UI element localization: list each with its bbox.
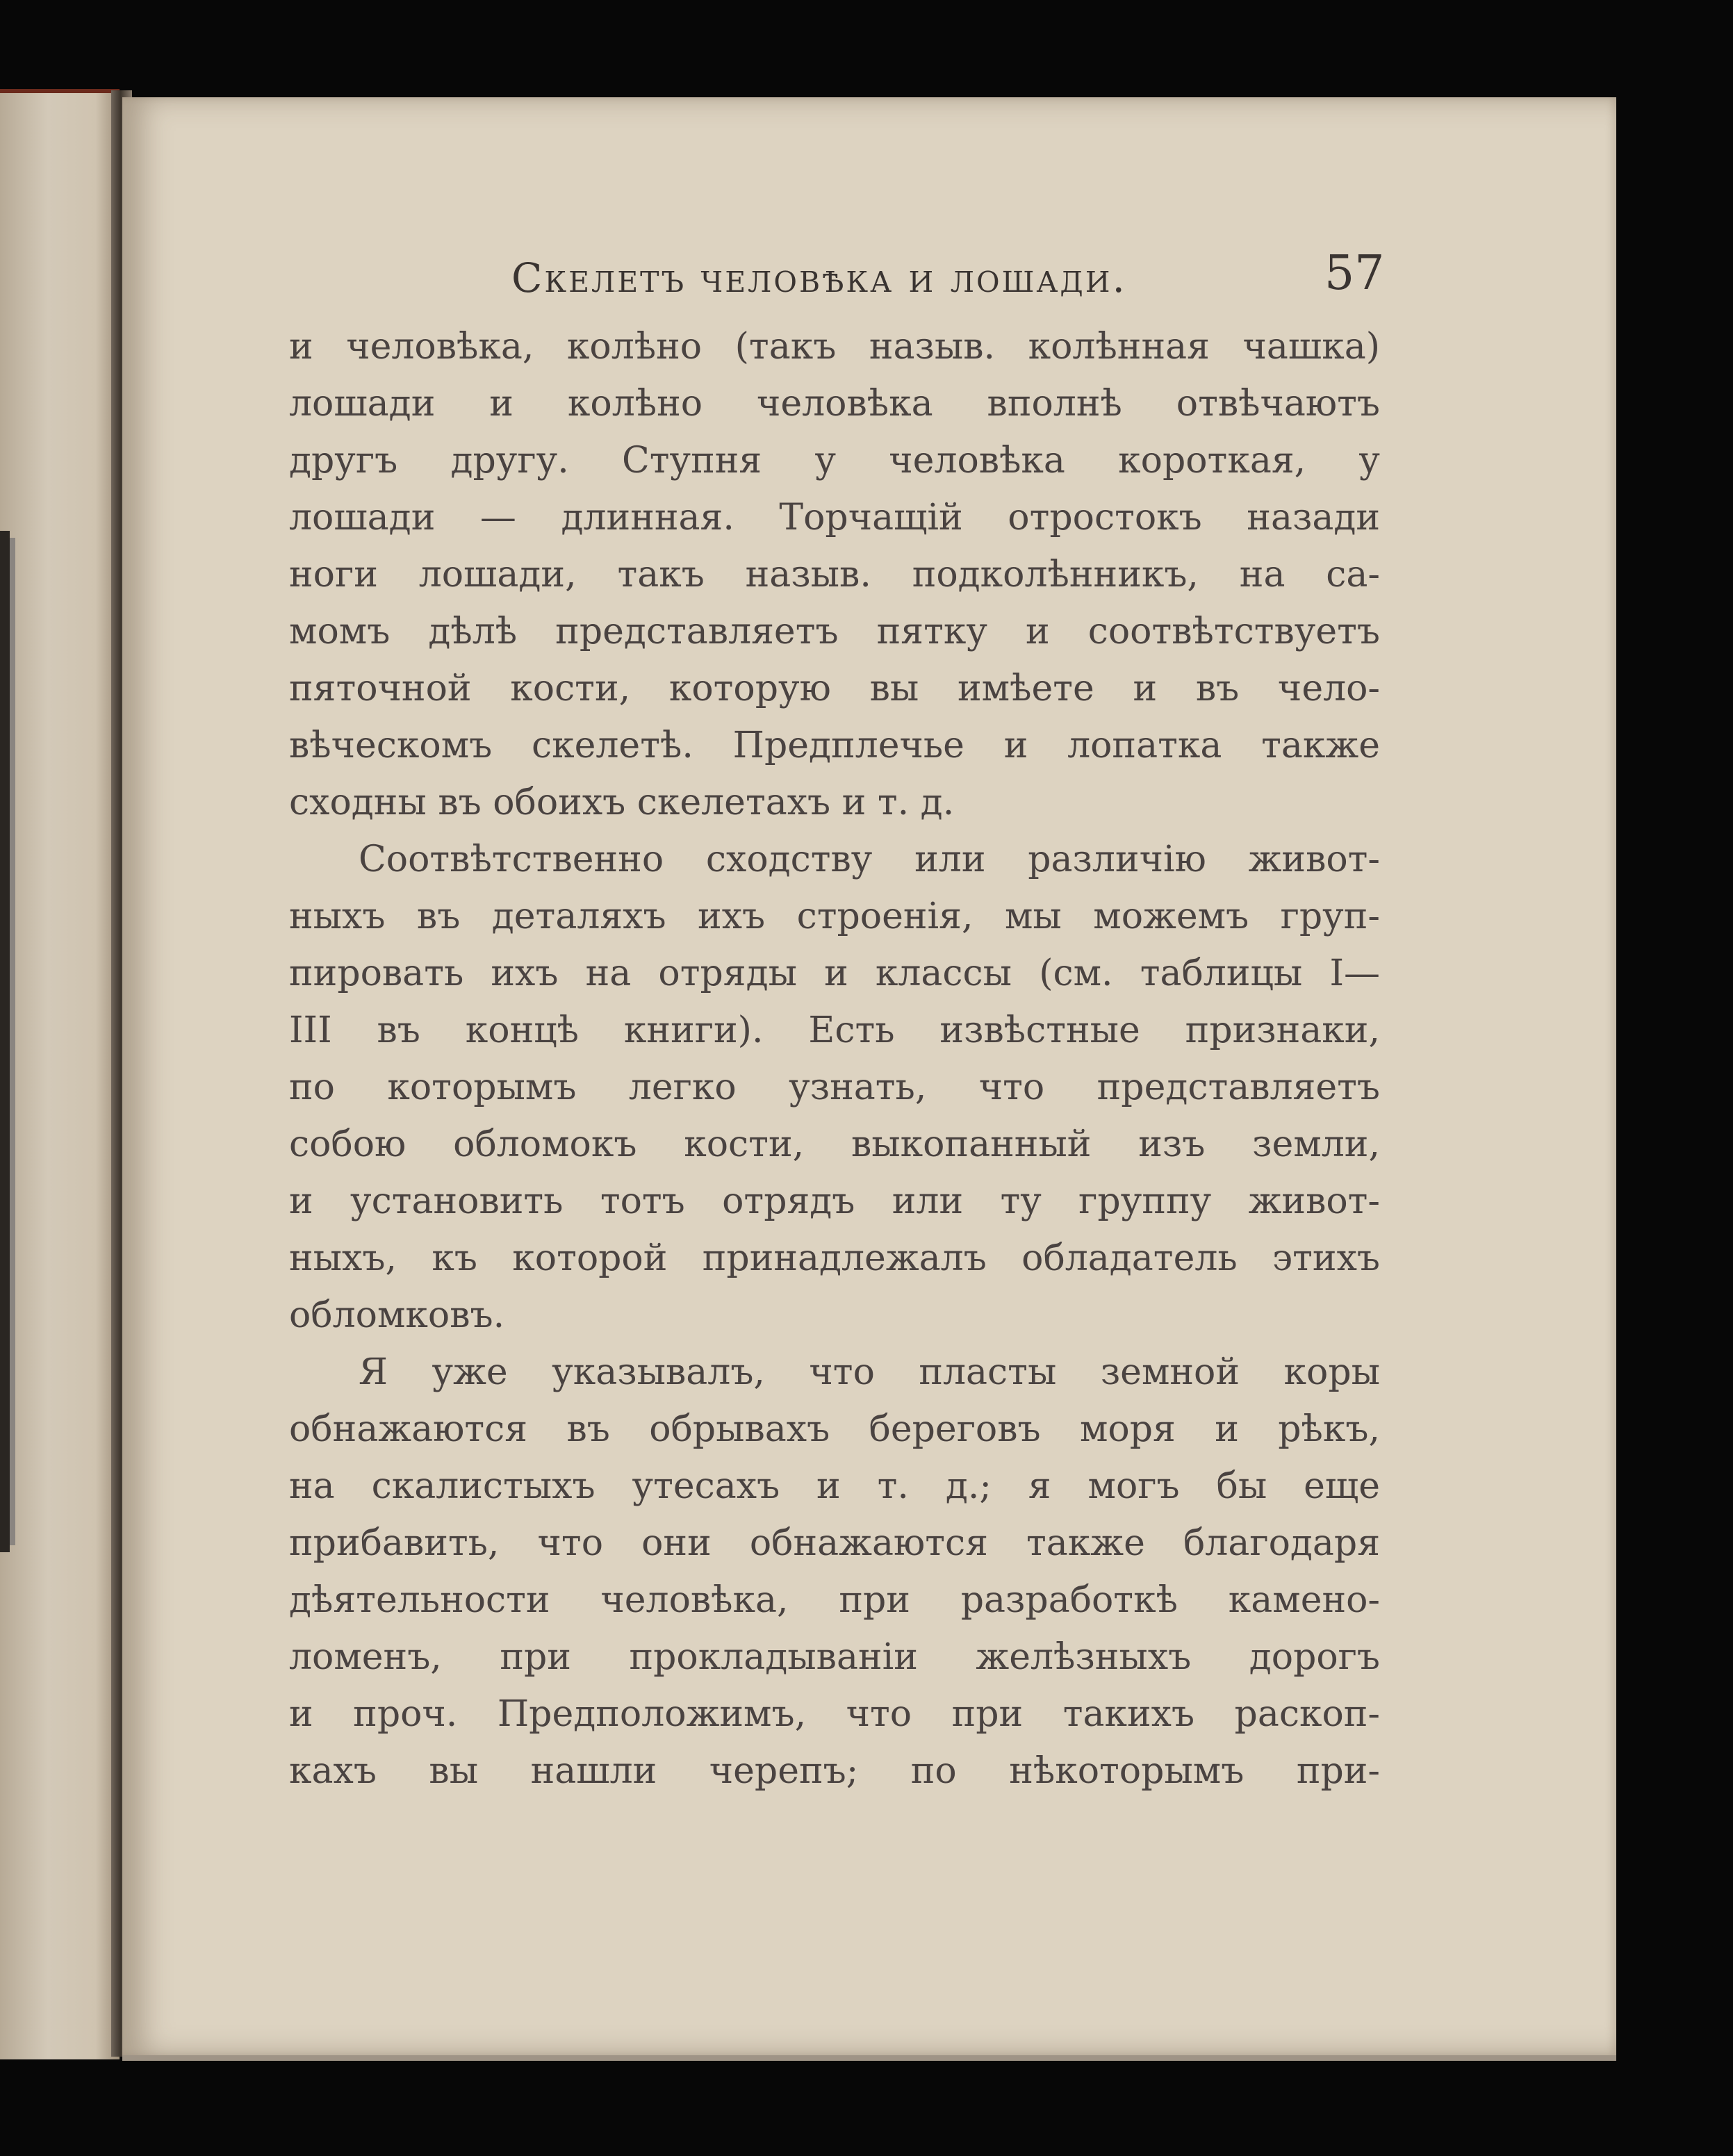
text-line: III въ концѣ книги). Есть извѣстные признаки, <box>289 1010 1380 1051</box>
text-line: обнажаются въ обрывахъ береговъ моря и рѣкъ, <box>289 1408 1380 1450</box>
text-line: вѣческомъ скелетѣ. Предплечье и лопатка также <box>289 725 1380 766</box>
text-line: кахъ вы нашли черепъ; по нѣкоторымъ при- <box>289 1750 1380 1792</box>
page-number: 57 <box>1324 246 1385 301</box>
text-line: ломенъ, при прокладываніи желѣзныхъ дорогъ <box>289 1636 1380 1678</box>
text-line: другъ другу. Ступня у человѣка короткая, у <box>289 440 1380 482</box>
text-line: на скалистыхъ утесахъ и т. д.; я могъ бы еще <box>289 1465 1380 1507</box>
text-line: момъ дѣлѣ представляетъ пятку и соотвѣтствуетъ <box>289 611 1380 652</box>
text-line: ноги лошади, такъ назыв. подколѣнникъ, на са- <box>289 554 1380 595</box>
plate-edge <box>0 531 10 1552</box>
text-line: обломковъ. <box>289 1294 505 1336</box>
plate-sliver <box>10 538 15 1545</box>
text-line: пировать ихъ на отряды и классы (см. таблицы I— <box>289 953 1380 994</box>
book-page <box>122 97 1616 2055</box>
text-line: Соотвѣтственно сходству или различію живот- <box>359 839 1380 880</box>
running-title: Скелетъ человѣка и лошади. <box>511 254 1127 302</box>
text-line: и человѣка, колѣно (такъ назыв. колѣнная чашка) <box>289 326 1380 368</box>
text-line: по которымъ легко узнать, что представляетъ <box>289 1067 1380 1108</box>
text-line: ныхъ въ деталяхъ ихъ строенія, мы можемъ груп- <box>289 896 1380 937</box>
text-line: лошади и колѣно человѣка вполнѣ отвѣчаютъ <box>289 383 1380 425</box>
text-line: собою обломокъ кости, выкопанный изъ земли, <box>289 1124 1380 1165</box>
text-line: пяточной кости, которую вы имѣете и въ чело- <box>289 668 1380 709</box>
text-line: и установить тотъ отрядъ или ту группу живот- <box>289 1180 1380 1222</box>
text-line: дѣятельности человѣка, при разработкѣ камено- <box>289 1579 1380 1621</box>
text-line: ныхъ, къ которой принадлежалъ обладатель этихъ <box>289 1237 1380 1279</box>
text-line: лошади — длинная. Торчащій отростокъ назади <box>289 497 1380 538</box>
page-bottom-edge <box>122 2055 1616 2061</box>
left-facing-page <box>0 89 120 2059</box>
text-line: сходны въ обоихъ скелетахъ и т. д. <box>289 782 955 823</box>
body-text <box>289 318 1380 1800</box>
text-line: Я уже указывалъ, что пласты земной коры <box>359 1351 1380 1393</box>
page-header <box>122 240 1616 317</box>
text-line: прибавить, что они обнажаются также благодаря <box>289 1522 1380 1564</box>
text-line: и проч. Предположимъ, что при такихъ раскоп- <box>289 1693 1380 1735</box>
